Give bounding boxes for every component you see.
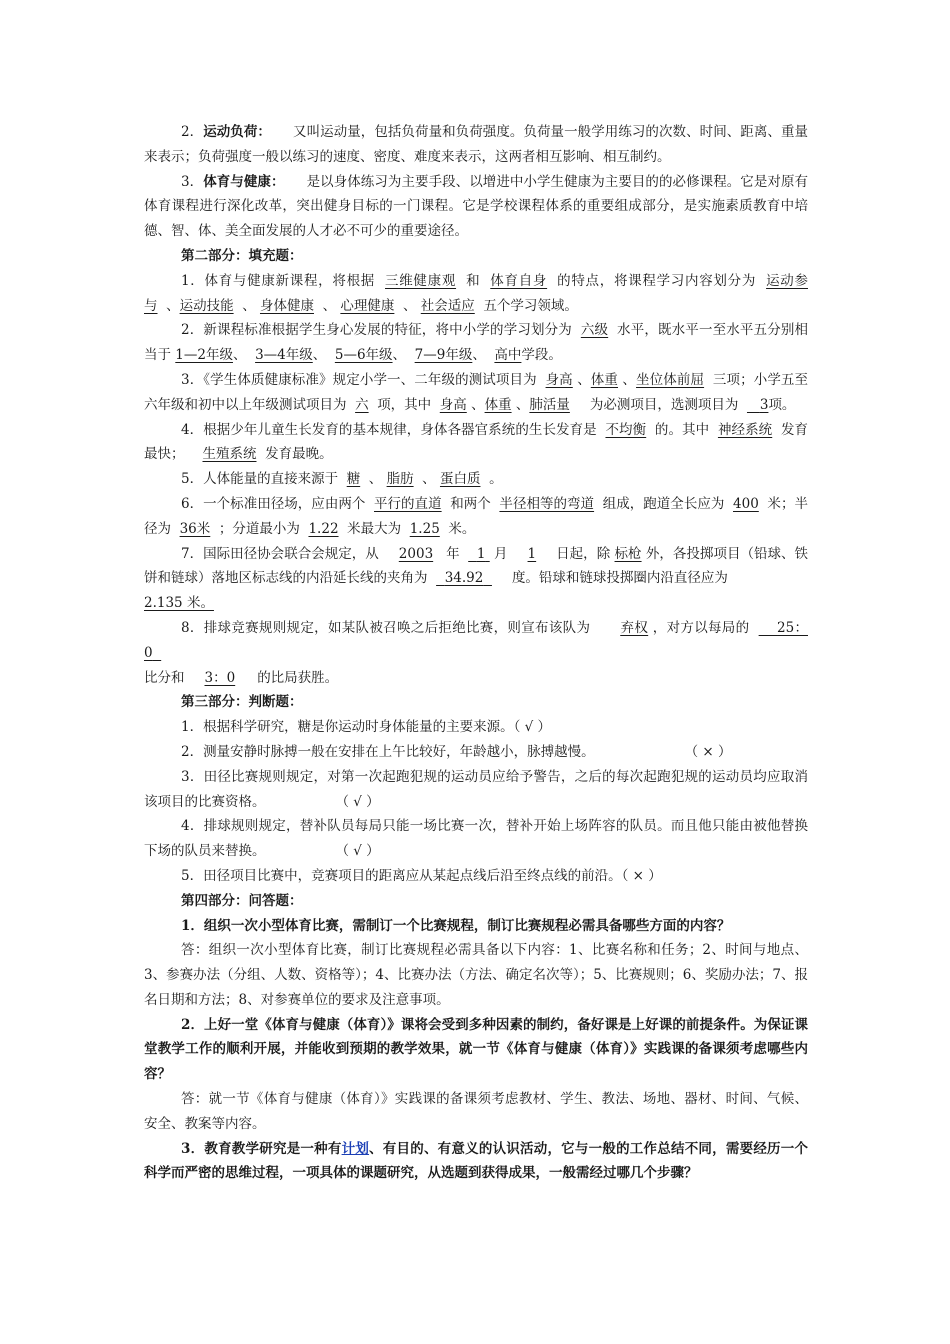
text-segment: 的特点，将课程学习内容划分为 <box>557 272 757 289</box>
answer-blank: 体育自身 <box>490 272 548 289</box>
essay-answer-2: 答：就一节《体育与健康（体育）》实践课的备课须考虑教材、学生、教法、场地、器材、时间、气候、安全、教案等内容。 <box>144 1091 808 1132</box>
text-segment: 3．田径比赛规则规定，对第一次起跑犯规的运动员应给予警告，之后的每次起跑犯规的运动员均应取消该项目的比赛资格。 <box>144 768 808 810</box>
fill-question-8-tail <box>144 666 808 691</box>
essay-question-1: 1．组织一次小型体育比赛，需制订一个比赛规程，制订比赛规程必需具备哪些方面的内容？ <box>181 917 731 934</box>
text-segment: 、 <box>577 371 591 388</box>
judge-question-4 <box>144 814 808 864</box>
answer-blank: 社会适应 <box>420 297 475 314</box>
answer-blank: 36米 <box>179 520 211 537</box>
text-segment: （ √ ） <box>335 843 380 860</box>
text-segment: 为必测项目，选测项目为 <box>589 396 739 413</box>
essay-answer-1: 答：组织一次小型体育比赛，制订比赛规程必需具备以下内容：1、比赛名称和任务；2、时间与地点、3、参赛办法（分组、人数、资格等）；4、比赛办法（方法、确定名次等）；5、比赛规则；6、奖励办法；7、报名日期和方法；8、对参赛单位的要求及注意事项。 <box>144 942 808 1008</box>
text-segment: 年 <box>446 545 460 562</box>
fill-question-8 <box>144 616 808 666</box>
judge-question-2 <box>144 740 808 765</box>
answer-blank: 1 <box>527 545 537 562</box>
answer-blank: 六 <box>355 396 369 413</box>
text-segment: ；分道最小为 <box>218 520 300 537</box>
text-segment: 3．教育教学研究是一种有 <box>181 1140 342 1157</box>
fill-question-5 <box>144 467 808 492</box>
judge-question-3 <box>144 765 808 815</box>
answer-blank: 5—6年级 <box>334 347 393 364</box>
section-heading: 第三部分：判断题： <box>181 694 303 711</box>
answer-blank: 糖 <box>346 471 361 488</box>
judge-question-1: 1．根据科学研究，糖是你运动时身体能量的主要来源。（ √ ） <box>181 719 552 736</box>
text-segment: 是以身体练习为主要手段、以增进中小学生健康为主要目的的必修课程。它是对原有体育课程进行深化改革，突出健身目标的一门课程。它是学校课程体系的重要组成部分，是实施素质教育中培德、智、体、美全面发展的人才必不可少的重要途径。 <box>144 173 809 240</box>
text-segment: 2．测量安静时脉搏一般在安排在上午比较好，年龄越小，脉搏越慢。 <box>181 743 595 760</box>
text-segment: 发育最快； <box>144 421 809 463</box>
section-heading: 第二部分：填充题： <box>181 247 303 264</box>
text-segment: 25：0 <box>144 619 808 661</box>
text-segment: 1 <box>476 545 486 562</box>
text-segment: 水平，既水平一至水平五分别相当于 <box>144 322 809 364</box>
text-segment: （ × ） <box>684 743 732 760</box>
essay-question-2: 2．上好一堂《体育与健康（体育）》课将会受到多种因素的制约，备好课是上好课的前提条件。为保证课堂教学工作的顺利开展，并能收到预期的教学效果，就一节《体育与健康（体育）》实践课的备课须考虑哪些内容？ <box>144 1016 808 1083</box>
text-segment: 日起，除 <box>556 545 611 562</box>
text-segment: 、 <box>471 396 485 413</box>
answer-blank: 3—4年级 <box>255 347 313 364</box>
text-segment: 月 <box>494 545 508 562</box>
text-segment: 、 <box>392 347 407 364</box>
text-segment: 比分和 <box>144 669 185 686</box>
essay-question-3 <box>144 1137 808 1187</box>
text-segment: 3 <box>759 396 769 413</box>
text-segment: 五个学习领域。 <box>483 297 578 314</box>
term-label: 体育与健康： <box>203 173 285 190</box>
answer-blank: 不均衡 <box>605 421 647 438</box>
answer-blank: 半径相等的弯道 <box>499 495 595 512</box>
text-segment: 1．体育与健康新课程，将根据 <box>181 272 376 289</box>
text-segment: 外，各投掷项目（铅球、铁饼和链球）落地区标志线的内沿延长线的夹角为 <box>144 545 809 587</box>
text-segment: 又叫运动量，包括负荷量和负荷强度。负荷量一般学用练习的次数、时间、距离、重量来表示；负荷强度一般以练习的速度、密度、难度来表示，这两者相互影响、相互制约。 <box>144 124 809 165</box>
text-segment: 。 <box>489 471 503 488</box>
answer-blank: 运动技能 <box>179 297 234 314</box>
text-segment: 7．国际田径协会联合会规定，从 <box>181 545 379 562</box>
text-segment: 、有目的、有意义的认识活动，它与一般的工作总结不同，需要经历一个科学而严密的思维过程，一项具体的课题研究，从选题到获得成果，一般需经过哪几个步骤？ <box>144 1140 808 1182</box>
text-segment: 和两个 <box>450 495 491 512</box>
answer-blank: 脂肪 <box>386 471 414 488</box>
fill-question-7-tail <box>144 591 808 616</box>
text-segment: 度。铅球和链球投掷圈内沿直径应为 <box>511 570 728 587</box>
text-segment: 学段。 <box>521 347 562 364</box>
text-segment: 的比局获胜。 <box>257 669 339 686</box>
fill-question-1 <box>144 269 808 319</box>
text-segment: 、 <box>322 297 337 314</box>
text-segment: 和 <box>466 272 481 289</box>
term-3 <box>144 170 808 244</box>
document-content <box>144 120 808 1186</box>
text-segment: 2．新课程标准根据学生身心发展的特征，将中小学的学习划分为 <box>181 322 572 339</box>
answer-blank: 三维健康观 <box>385 272 457 289</box>
answer-blank: 平行的直道 <box>374 495 442 512</box>
text-segment: 、 <box>622 371 637 388</box>
answer-blank: 蛋白质 <box>439 471 481 488</box>
answer-blank: 身高 <box>545 371 573 388</box>
text-segment: 、 <box>422 471 436 488</box>
text-segment: 组成，跑道全长应为 <box>602 495 725 512</box>
answer-blank: 高中 <box>494 347 522 364</box>
answer-blank: 肺活量 <box>529 396 570 413</box>
fill-question-4 <box>144 418 808 468</box>
fill-question-2 <box>144 318 808 368</box>
judge-question-5: 5．田径项目比赛中，竞赛项目的距离应从某起点线后沿至终点线的前沿。（ × ） <box>181 867 662 884</box>
answer-blank: 坐位体前屈 <box>636 371 705 388</box>
text-segment: 、 <box>312 347 327 364</box>
text-segment: 米。 <box>448 520 476 537</box>
text-segment: 8．排球竞赛规则规定，如某队被召唤之后拒绝比赛，则宣布该队为 <box>181 619 591 636</box>
text-segment: 米最大为 <box>347 520 402 537</box>
text-segment: 项，其中 <box>377 396 432 413</box>
answer-blank: 心理健康 <box>340 297 395 314</box>
text-segment: 6．一个标准田径场，应由两个 <box>181 495 366 512</box>
answer-blank: 1.22 <box>308 520 339 537</box>
answer-blank: 神经系统 <box>717 421 773 438</box>
answer-blank: 7—9年级 <box>414 347 473 364</box>
answer-blank: 生殖系统 <box>202 446 257 463</box>
answer-blank: 1.25 <box>409 520 440 537</box>
answer-blank: 六级 <box>580 322 609 339</box>
term-label: 运动负荷： <box>203 124 271 140</box>
text-segment: 三项；小学五至六年级和初中以上年级测试项目为 <box>144 371 809 413</box>
answer-blank: 身体健康 <box>259 297 314 314</box>
answer-blank: 弃权 <box>620 619 649 636</box>
answer-blank: 运动参与 <box>144 272 808 314</box>
text-segment: 项。 <box>768 396 796 413</box>
text-segment: 4．排球规则规定，替补队员每局只能一场比赛一次，替补开始上场阵容的队员。而且他只能由被他替换下场的队员来替换。 <box>144 818 808 860</box>
text-segment: 3． <box>181 173 204 190</box>
plan-link[interactable]: 计划 <box>341 1140 370 1157</box>
answer-blank: 体重 <box>484 396 512 413</box>
text-segment: ，对方以每局的 <box>652 619 750 636</box>
text-segment: 、 <box>368 471 383 488</box>
text-segment: 发育最晚。 <box>265 446 333 463</box>
text-segment: 米；半径为 <box>144 495 808 537</box>
fill-question-7 <box>144 542 808 592</box>
text-segment: 、 <box>402 297 417 314</box>
text-segment: 5．人体能量的直接来源于 <box>181 471 339 488</box>
text-segment: 4．根据少年儿童生长发育的基本规律，身体各器官系统的生长发育是 <box>181 421 597 438</box>
text-segment: 、 <box>242 297 256 314</box>
term-2 <box>144 120 808 170</box>
text-segment: 、 <box>232 347 247 364</box>
answer-blank: 身高 <box>439 396 467 413</box>
text-segment: 、 <box>166 297 180 314</box>
text-segment: 3．《学生体质健康标准》规定小学一、二年级的测试项目为 <box>181 371 537 388</box>
text-segment: 34.92 <box>444 570 484 587</box>
answer-blank: 1—2年级 <box>175 347 233 364</box>
answer-blank: 2.135 米。 <box>144 595 214 612</box>
answer-blank: 3：0 <box>204 669 236 686</box>
text-segment: （ √ ） <box>335 793 380 810</box>
answer-blank: 标枪 <box>614 545 642 562</box>
text-segment: 2． <box>181 124 204 140</box>
fill-question-6 <box>144 492 808 542</box>
fill-question-3 <box>144 368 808 418</box>
text-segment: 的。其中 <box>654 421 710 438</box>
section-heading: 第四部分：问答题： <box>181 892 303 909</box>
answer-blank: 体重 <box>590 371 619 388</box>
answer-blank: 400 <box>733 495 759 512</box>
answer-blank: 2003 <box>398 545 434 562</box>
text-segment: 、 <box>472 347 486 364</box>
text-segment: 、 <box>515 396 530 413</box>
